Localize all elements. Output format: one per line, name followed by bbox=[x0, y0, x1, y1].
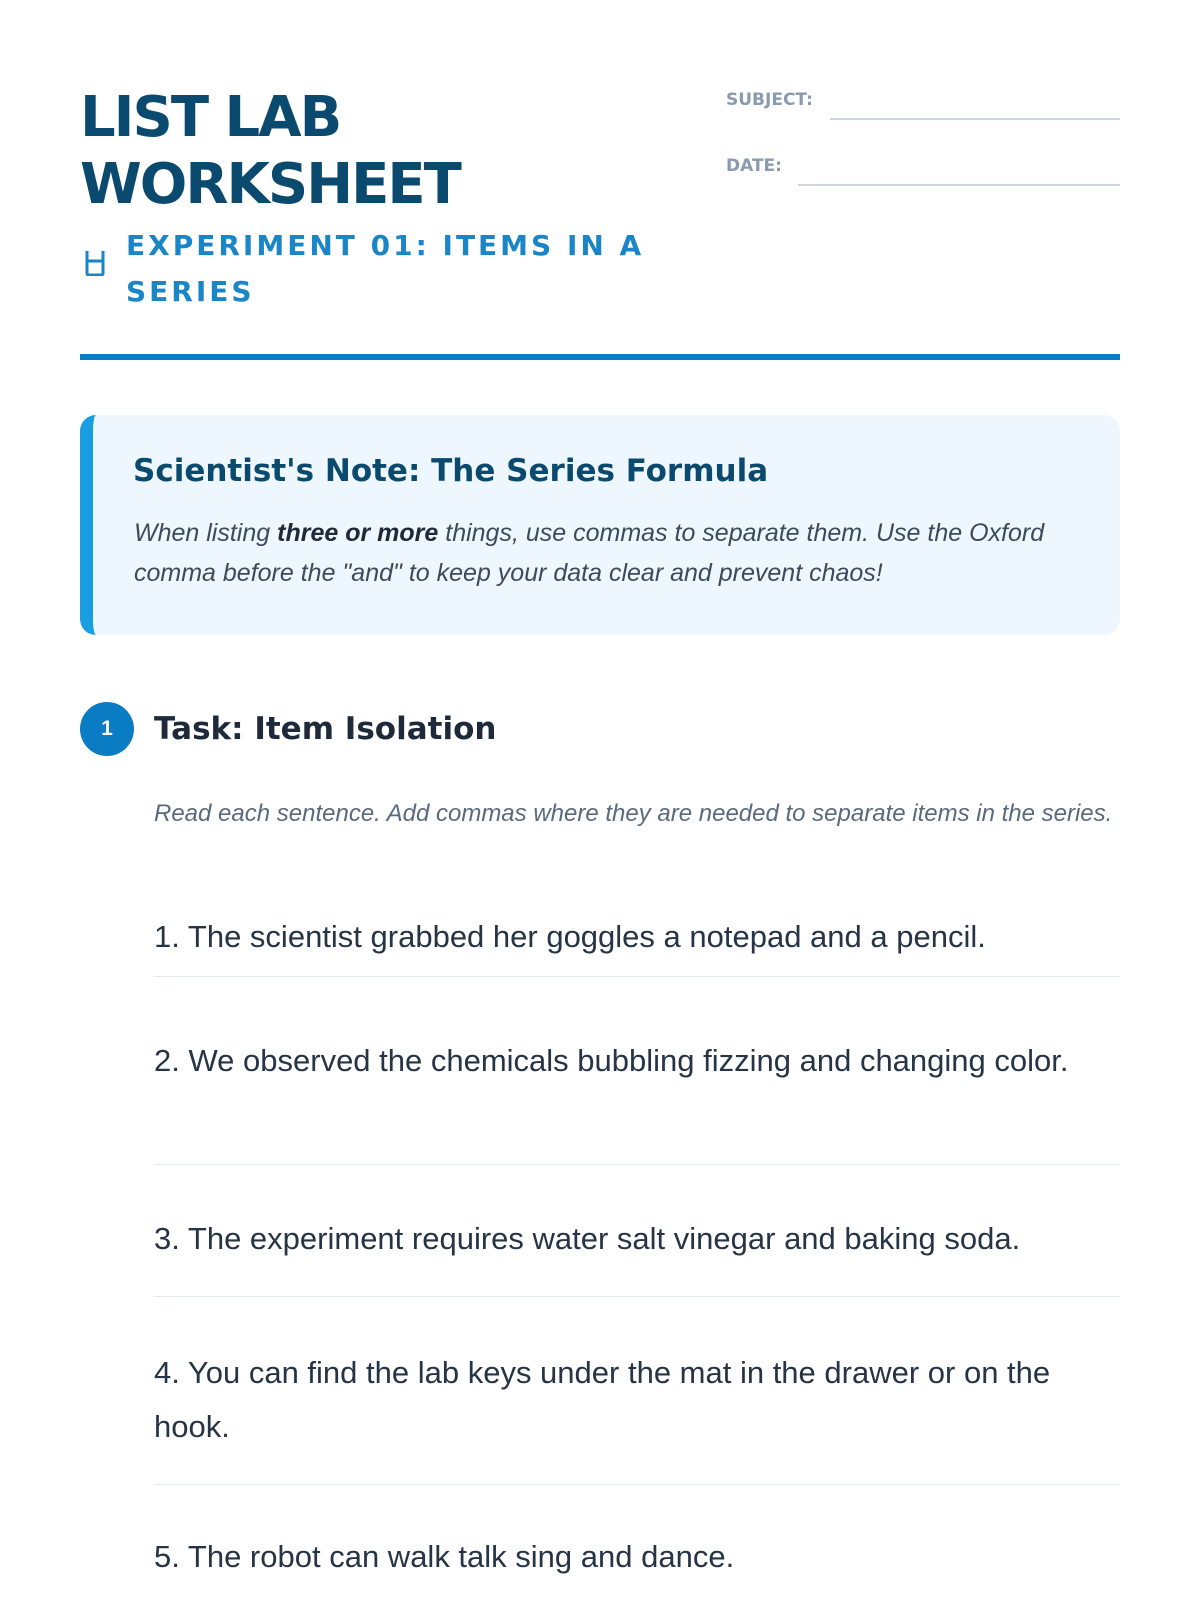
exercise-item-4[interactable]: 4. You can find the lab keys under the mat in the drawer or on the hook. bbox=[154, 1355, 1051, 1444]
beaker-icon bbox=[85, 250, 105, 276]
subject-label: SUBJECT: bbox=[726, 90, 813, 110]
worksheet-header bbox=[80, 84, 1120, 364]
worksheet-title bbox=[80, 84, 640, 218]
scientist-note-callout bbox=[80, 415, 1120, 635]
exercise-item-2[interactable]: 2. We observed the chemicals bubbling fizzing and changing color. bbox=[154, 1043, 1069, 1078]
exercise-item-5[interactable]: 5. The robot can walk talk sing and dance. bbox=[154, 1539, 735, 1574]
note-title: Scientist's Note: The Series Formula bbox=[133, 453, 769, 489]
exercise-item-1[interactable]: 1. The scientist grabbed her goggles a notepad and a pencil. bbox=[154, 919, 986, 954]
experiment-subtitle bbox=[80, 223, 645, 323]
worksheet-page bbox=[80, 0, 1120, 1600]
title-line-1: LIST LAB bbox=[80, 85, 341, 150]
exercise-item-3[interactable]: 3. The experiment requires water salt vinegar and baking soda. bbox=[154, 1221, 1021, 1256]
answer-divider bbox=[154, 976, 1120, 977]
answer-divider bbox=[154, 1484, 1120, 1485]
note-body bbox=[134, 513, 1094, 593]
task-title: Task: Item Isolation bbox=[154, 711, 497, 747]
subject-blank-line[interactable] bbox=[830, 118, 1120, 120]
experiment-label: EXPERIMENT 01: ITEMS IN A SERIES bbox=[126, 229, 645, 308]
title-line-2: WORKSHEET bbox=[80, 152, 460, 217]
task-instructions: Read each sentence. Add commas where they are needed to separate items in the series. bbox=[154, 800, 1113, 827]
date-field[interactable] bbox=[726, 150, 1120, 190]
answer-divider bbox=[154, 1296, 1120, 1297]
step-number-badge: 1 bbox=[80, 702, 134, 756]
note-body-intro: When listing bbox=[134, 519, 278, 547]
date-label: DATE: bbox=[726, 156, 782, 176]
answer-divider bbox=[154, 1164, 1120, 1165]
header-divider bbox=[80, 354, 1120, 360]
task-header bbox=[80, 702, 1120, 756]
date-blank-line[interactable] bbox=[798, 184, 1120, 186]
note-body-rest: things, use commas to separate them. Use the Oxford comma before the "and" to keep your data clear and prevent chaos! bbox=[134, 519, 1045, 587]
note-body-emphasis: three or more bbox=[277, 519, 439, 547]
subject-field[interactable] bbox=[726, 84, 1120, 124]
